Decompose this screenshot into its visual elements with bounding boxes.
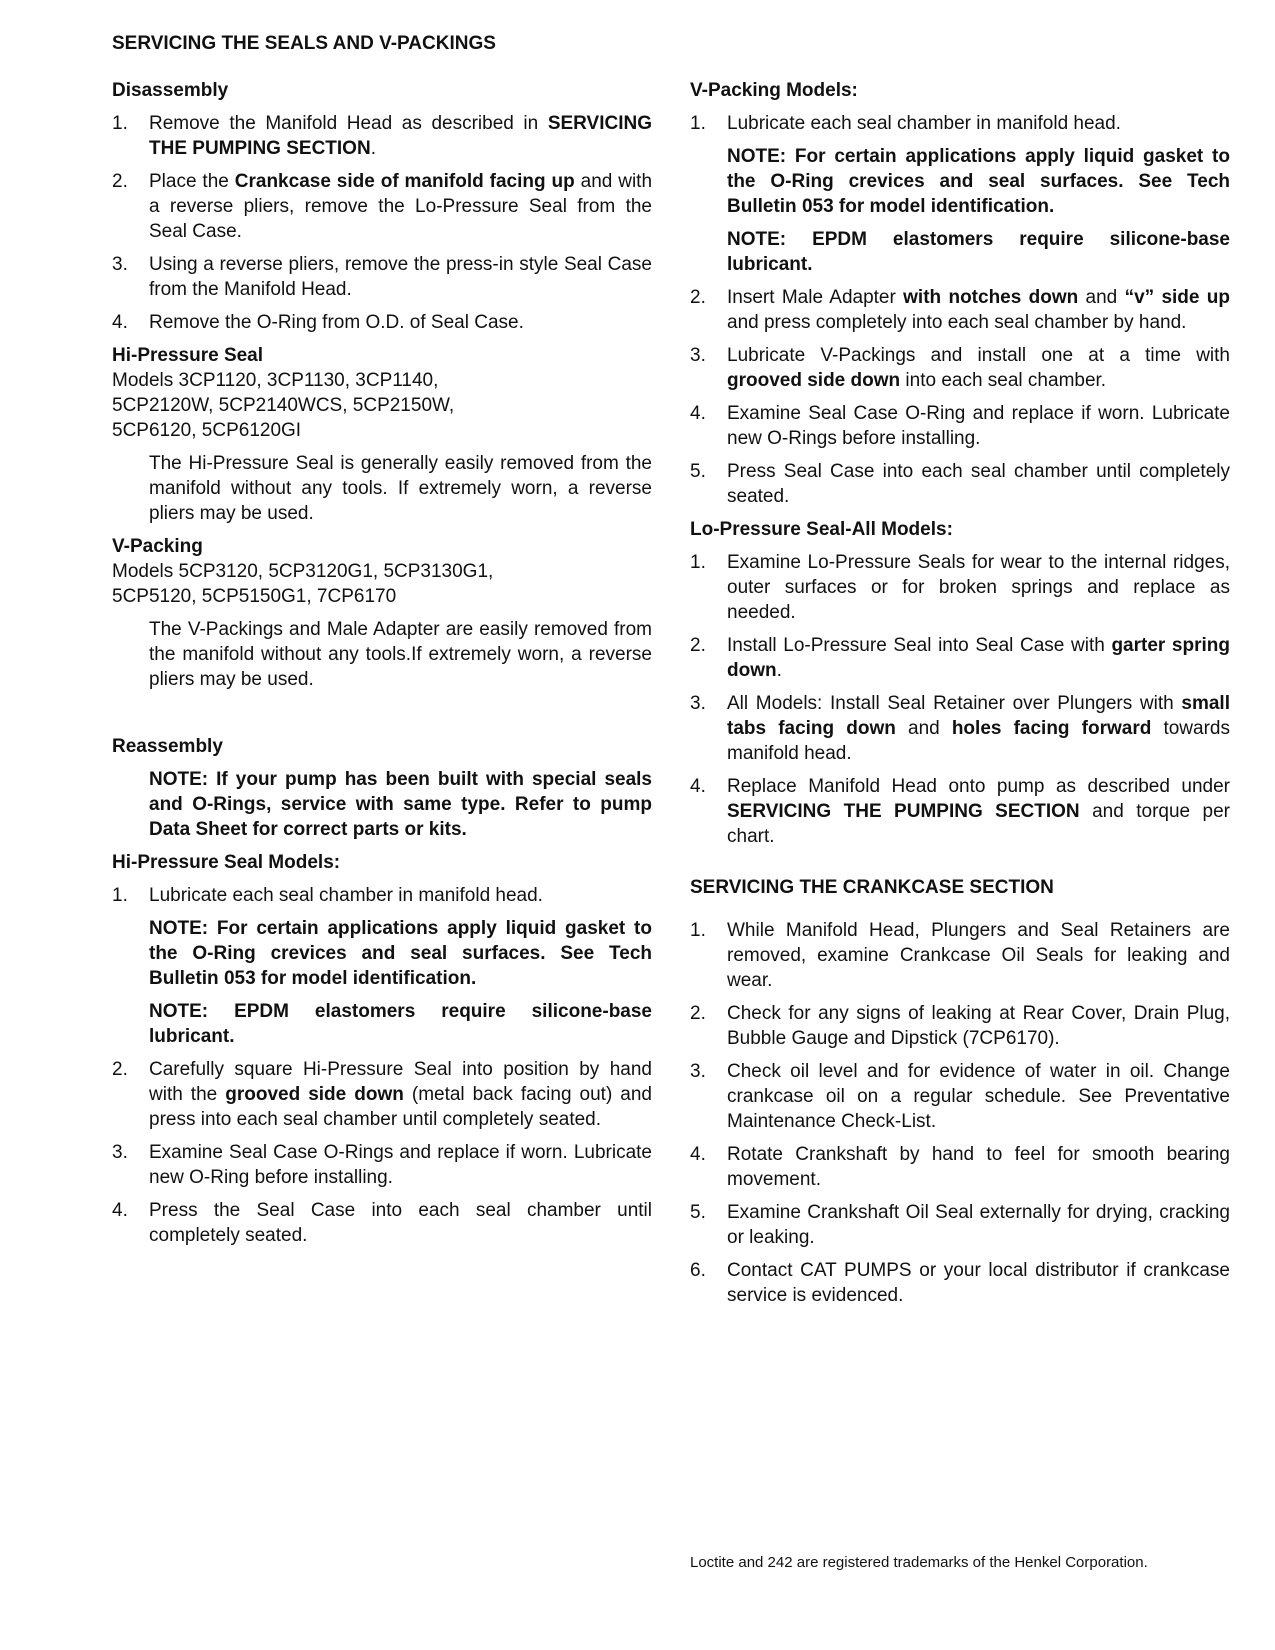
list-item [690,918,1230,993]
list-item [112,1140,652,1190]
list-number: 5. [690,1202,706,1223]
list-item [690,111,1230,136]
text: Lubricate each seal chamber in manifold head. [727,113,1121,134]
disassembly-heading: Disassembly [112,80,229,101]
model-line: 5CP2120W, 5CP2140WCS, 5CP2150W, [112,395,455,416]
hi-pressure-models-heading: Hi-Pressure Seal Models: [112,852,341,873]
list-item [690,343,1230,393]
hi-pressure-seal-heading: Hi-Pressure Seal [112,345,264,366]
bold-text: grooved side down [225,1084,404,1105]
disassembly-steps [112,111,652,335]
v-packing-heading: V-Packing [112,536,203,557]
text: and with a reverse pliers, remove the Lo-Pressure Seal from the Seal Case. [149,171,653,242]
list-item [112,1198,652,1248]
list-number: 2. [690,1003,706,1024]
list-number: 3. [690,1061,706,1082]
list-item [690,1001,1230,1051]
hi-pressure-description: The Hi-Pressure Seal is generally easily removed from the manifold without any tools. If extremely worn, a reverse pliers may be used. [149,453,652,524]
v-packing-models [112,559,652,609]
text: Using a reverse pliers, remove the press-in style Seal Case from the Manifold Head. [149,254,652,300]
list-number: 1. [112,113,128,134]
list-number: 4. [690,403,706,424]
model-line: Models 3CP1120, 3CP1130, 3CP1140, [112,370,439,391]
text: Examine Lo-Pressure Seals for wear to the internal ridges, outer surfaces or for broken springs and replace as needed. [727,552,1230,623]
list-number: 3. [112,1142,128,1163]
list-number: 2. [112,1059,128,1080]
text: and [895,718,952,739]
text: Insert Male Adapter [727,287,904,308]
list-item [690,459,1230,509]
list-item [690,1200,1230,1250]
model-line: 5CP6120, 5CP6120GI [112,420,302,441]
text: and torque per chart. [727,801,1231,847]
text: Remove the Manifold Head as described in [149,113,548,134]
reassembly-heading: Reassembly [112,736,223,757]
text: Examine Seal Case O-Ring and replace if worn. Lubricate new O-Rings before installing. [727,403,1230,449]
v-packing-models-heading: V-Packing Models: [690,80,858,101]
list-number: 4. [690,1144,706,1165]
list-number: 4. [690,776,706,797]
text: Examine Crankshaft Oil Seal externally for drying, cracking or leaking. [727,1202,1230,1248]
list-item [690,1258,1230,1308]
text: Lubricate V-Packings and install one at a time with [727,345,1230,366]
list-number: 4. [112,312,128,333]
reassembly-note: NOTE: If your pump has been built with special seals and O-Rings, service with same type. Refer to pump Data Sheet for correct parts or kits. [149,769,652,840]
lo-pressure-steps [690,550,1230,849]
list-number: 1. [690,113,706,134]
hi-pressure-step-1 [112,883,652,908]
list-number: 4. [112,1200,128,1221]
list-item [112,169,652,244]
text: Carefully square Hi-Pressure Seal into position by hand with the [149,1059,652,1105]
text: Contact CAT PUMPS or your local distributor if crankcase service is evidenced. [727,1260,1230,1306]
list-number: 3. [690,345,706,366]
v-packing-step-1 [690,111,1230,136]
text: (metal back facing out) and press into each seal chamber until completely seated. [149,1084,652,1130]
bold-text: SERVICING THE PUMPING SECTION [149,113,652,159]
text: Press Seal Case into each seal chamber until completely seated. [727,461,1230,507]
lo-pressure-heading: Lo-Pressure Seal-All Models: [690,519,953,540]
crankcase-steps [690,918,1230,1308]
v-packing-steps [690,285,1230,509]
v-packing-description: The V-Packings and Male Adapter are easily removed from the manifold without any tools.If extremely worn, a reverse pliers may be used. [149,619,652,690]
hi-pressure-note-gasket: NOTE: For certain applications apply liquid gasket to the O-Ring crevices and seal surfaces. See Tech Bulletin 053 for model identification. [149,918,652,989]
crankcase-heading: SERVICING THE CRANKCASE SECTION [690,877,1054,898]
bold-text: Crankcase side of manifold facing up [234,171,575,192]
list-item [690,550,1230,625]
list-item [690,774,1230,849]
list-number: 2. [690,635,706,656]
list-item [690,691,1230,766]
list-number: 1. [690,920,706,941]
list-item [112,111,652,161]
text: . [370,138,376,159]
text: Press the Seal Case into each seal chamber until completely seated. [149,1200,652,1246]
text: and press completely into each seal chamber by hand. [727,312,1187,333]
text: Replace Manifold Head onto pump as described under [727,776,1230,797]
text: Install Lo-Pressure Seal into Seal Case with [727,635,1112,656]
text: Check oil level and for evidence of water in oil. Change crankcase oil on a regular schedule. See Preventative Maintenance Check-List. [727,1061,1230,1132]
right-column [690,78,1230,1316]
list-item [690,1142,1230,1192]
list-item [112,310,652,335]
bold-text: small tabs facing down [727,693,1230,739]
text: Remove the O-Ring from O.D. of Seal Case. [149,312,524,333]
list-number: 3. [112,254,128,275]
bold-text: SERVICING THE PUMPING SECTION [727,801,1080,822]
list-item [690,285,1230,335]
list-item [112,883,652,908]
text: Lubricate each seal chamber in manifold head. [149,885,543,906]
bold-text: holes facing forward [951,718,1152,739]
text: While Manifold Head, Plungers and Seal Retainers are removed, examine Crankcase Oil Seals for leaking and wear. [727,920,1230,991]
hi-pressure-steps [112,1057,652,1248]
text: towards manifold head. [727,718,1230,764]
text: Rotate Crankshaft by hand to feel for smooth bearing movement. [727,1144,1230,1190]
text: into each seal chamber. [900,370,1107,391]
list-item [112,1057,652,1132]
page-title: SERVICING THE SEALS AND V-PACKINGS [112,33,496,54]
list-number: 2. [112,171,128,192]
left-column [112,78,652,1256]
list-item [690,633,1230,683]
model-line: Models 5CP3120, 5CP3120G1, 5CP3130G1, [112,561,494,582]
list-item [112,252,652,302]
list-item [690,1059,1230,1134]
hi-pressure-models [112,368,652,443]
text: Check for any signs of leaking at Rear Cover, Drain Plug, Bubble Gauge and Dipstick (7CP6170). [727,1003,1230,1049]
text: Examine Seal Case O-Rings and replace if worn. Lubricate new O-Ring before installing. [149,1142,652,1188]
text: Place the [149,171,235,192]
list-number: 5. [690,461,706,482]
list-number: 1. [690,552,706,573]
v-packing-note-epdm: NOTE: EPDM elastomers require silicone-base lubricant. [727,229,1230,275]
text: . [776,660,782,681]
text: All Models: Install Seal Retainer over Plungers with [727,693,1182,714]
bold-text: with notches down [903,287,1079,308]
text: and [1078,287,1125,308]
bold-text: “v” side up [1124,287,1231,308]
list-number: 3. [690,693,706,714]
list-number: 6. [690,1260,706,1281]
list-number: 1. [112,885,128,906]
bold-text: garter spring down [727,635,1230,681]
v-packing-note-gasket: NOTE: For certain applications apply liquid gasket to the O-Ring crevices and seal surfaces. See Tech Bulletin 053 for model identification. [727,146,1230,217]
list-item [690,401,1230,451]
hi-pressure-note-epdm: NOTE: EPDM elastomers require silicone-base lubricant. [149,1001,652,1047]
bold-text: grooved side down [727,370,901,391]
model-line: 5CP5120, 5CP5150G1, 7CP6170 [112,586,397,607]
list-number: 2. [690,287,706,308]
trademark-footer: Loctite and 242 are registered trademarks of the Henkel Corporation. [690,1554,1148,1571]
